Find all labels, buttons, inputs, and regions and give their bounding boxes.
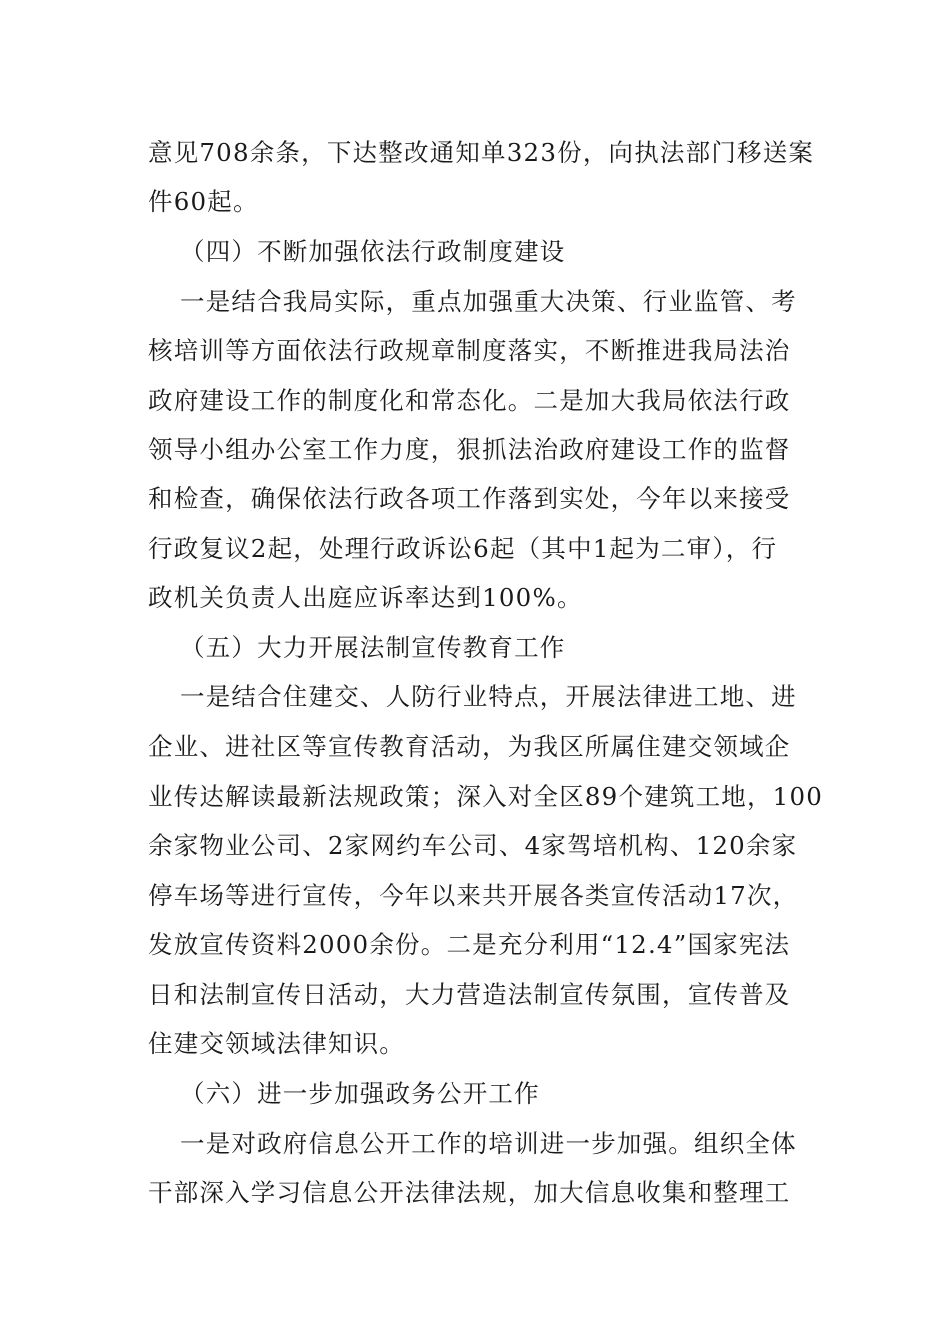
paragraph-line: 领导小组办公室工作力度，狠抓法治政府建设工作的监督 <box>148 435 791 464</box>
paragraph-line: 和检查，确保依法行政各项工作落到实处，今年以来接受 <box>148 484 791 513</box>
paragraph-line: 企业、进社区等宣传教育活动，为我区所属住建交领域企 <box>148 732 791 761</box>
paragraph-line: 件60起。 <box>148 187 259 216</box>
section-heading-6: （六）进一步加强政务公开工作 <box>180 1079 540 1108</box>
paragraph-line: 意见708余条，下达整改通知单323份，向执法部门移送案 <box>148 138 815 167</box>
section-heading-4: （四）不断加强依法行政制度建设 <box>180 237 566 266</box>
paragraph-line: 日和法制宣传日活动，大力营造法制宣传氛围，宣传普及 <box>148 980 791 1009</box>
paragraph-line: 行政复议2起，处理行政诉讼6起（其中1起为二审），行 <box>148 534 778 563</box>
paragraph-line: 发放宣传资料2000余份。二是充分利用“12.4”国家宪法 <box>148 930 791 959</box>
paragraph-line: 政机关负责人出庭应诉率达到100%。 <box>148 583 583 612</box>
paragraph-line: 住建交领域法律知识。 <box>148 1029 405 1058</box>
paragraph-line: 停车场等进行宣传，今年以来共开展各类宣传活动17次， <box>148 881 799 910</box>
paragraph-line: 一是结合住建交、人防行业特点，开展法律进工地、进 <box>180 682 797 711</box>
paragraph-line: 余家物业公司、2家网约车公司、4家驾培机构、120余家 <box>148 831 798 860</box>
paragraph-line: 一是结合我局实际，重点加强重大决策、行业监管、考 <box>180 287 797 316</box>
paragraph-line: 核培训等方面依法行政规章制度落实，不断推进我局法治 <box>148 336 791 365</box>
section-heading-5: （五）大力开展法制宣传教育工作 <box>180 633 566 662</box>
paragraph-line: 一是对政府信息公开工作的培训进一步加强。组织全体 <box>180 1129 797 1158</box>
paragraph-line: 政府建设工作的制度化和常态化。二是加大我局依法行政 <box>148 386 791 415</box>
paragraph-line: 干部深入学习信息公开法律法规，加大信息收集和整理工 <box>148 1178 791 1207</box>
paragraph-line: 业传达解读最新法规政策；深入对全区89个建筑工地，100 <box>148 782 824 811</box>
